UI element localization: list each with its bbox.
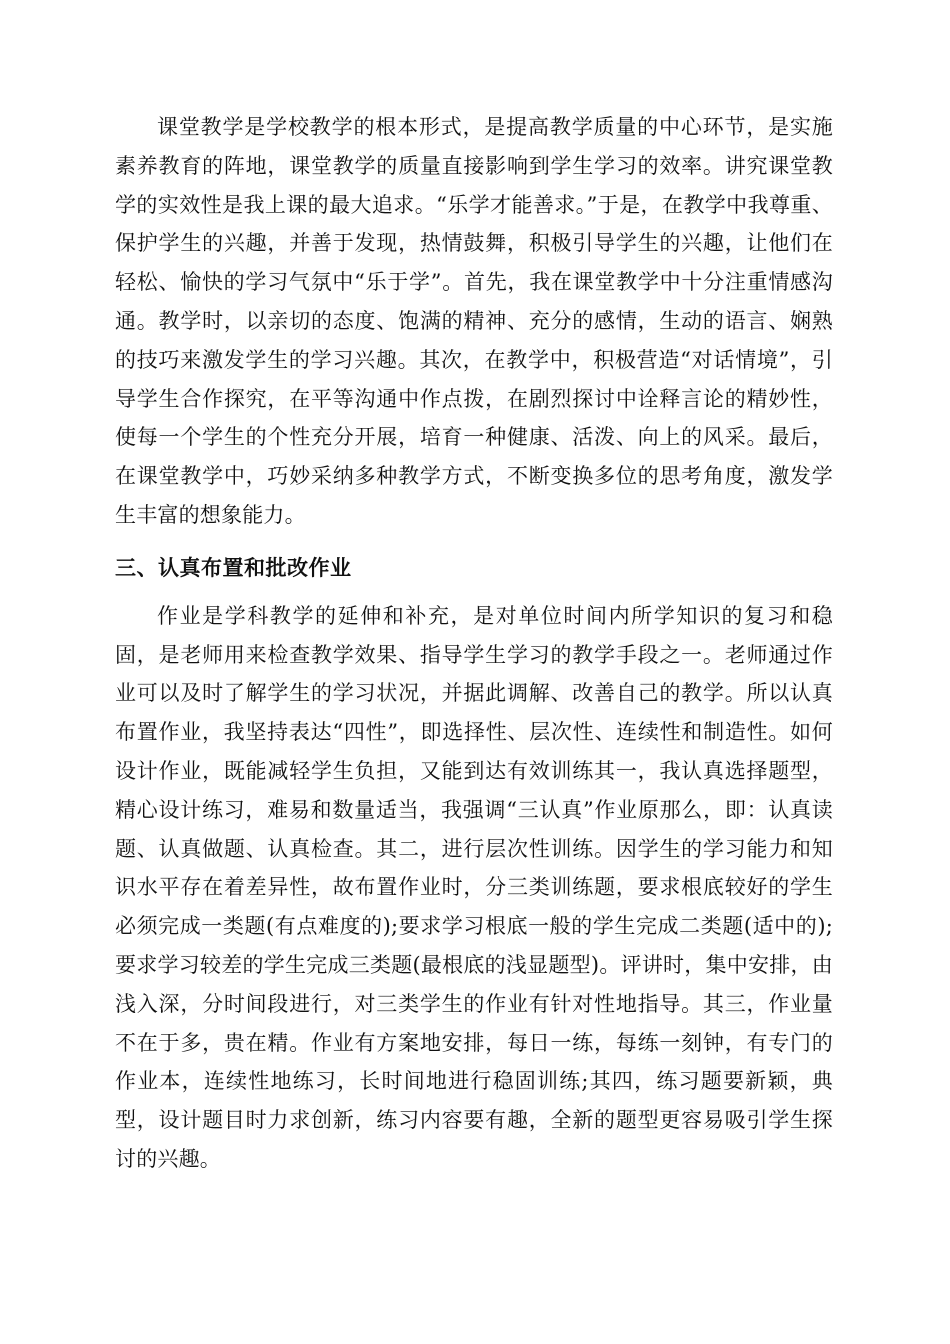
document-body <box>115 108 833 1179</box>
section-heading-homework: 三、认真布置和批改作业 <box>115 554 352 580</box>
paragraph-homework: 作业是学科教学的延伸和补充，是对单位时间内所学知识的复习和稳固，是老师用来检查教学效果、指导学生学习的教学手段之一。老师通过作业可以及时了解学生的学习状况，并据此调解、改善自己的教学。所以认真布置作业，我坚持表达“四性”，即选择性、层次性、连续性和制造性。如何设计作业，既能减轻学生负担，又能到达有效训练其一，我认真选择题型，精心设计练习，难易和数量适当，我强调“三认真”作业原那么，即：认真读题、认真做题、认真检查。其二，进行层次性训练。因学生的学习能力和知识水平存在着差异性，故布置作业时，分三类训练题，要求根底较好的学生必须完成一类题(有点难度的);要求学习根底一般的学生完成二类题(适中的);要求学习较差的学生完成三类题(最根底的浅显题型)。评讲时，集中安排，由浅入深，分时间段进行，对三类学生的作业有针对性地指导。其三，作业量不在于多，贵在精。作业有方案地安排，每日一练，每练一刻钟，有专门的作业本，连续性地练习，长时间地进行稳固训练;其四，练习题要新颖，典型，设计题目时力求创新，练习内容要有趣，全新的题型更容易吸引学生探讨的兴趣。 <box>115 603 833 1171</box>
paragraph-classroom-teaching: 课堂教学是学校教学的根本形式，是提高教学质量的中心环节，是实施素养教育的阵地，课堂教学的质量直接影响到学生学习的效率。讲究课堂教学的实效性是我上课的最大追求。“乐学才能善求。”于是，在教学中我尊重、保护学生的兴趣，并善于发现，热情鼓舞，积极引导学生的兴趣，让他们在轻松、愉快的学习气氛中“乐于学”。首先，我在课堂教学中十分注重情感沟通。教学时，以亲切的态度、饱满的精神、充分的感情，生动的语言、娴熟的技巧来激发学生的学习兴趣。其次，在教学中，积极营造“对话情境”，引导学生合作探究，在平等沟通中作点拨，在剧烈探讨中诠释言论的精妙性，使每一个学生的个性充分开展，培育一种健康、活泼、向上的风采。最后，在课堂教学中，巧妙采纳多种教学方式，不断变换多位的思考角度，激发学生丰富的想象能力。 <box>115 115 833 527</box>
